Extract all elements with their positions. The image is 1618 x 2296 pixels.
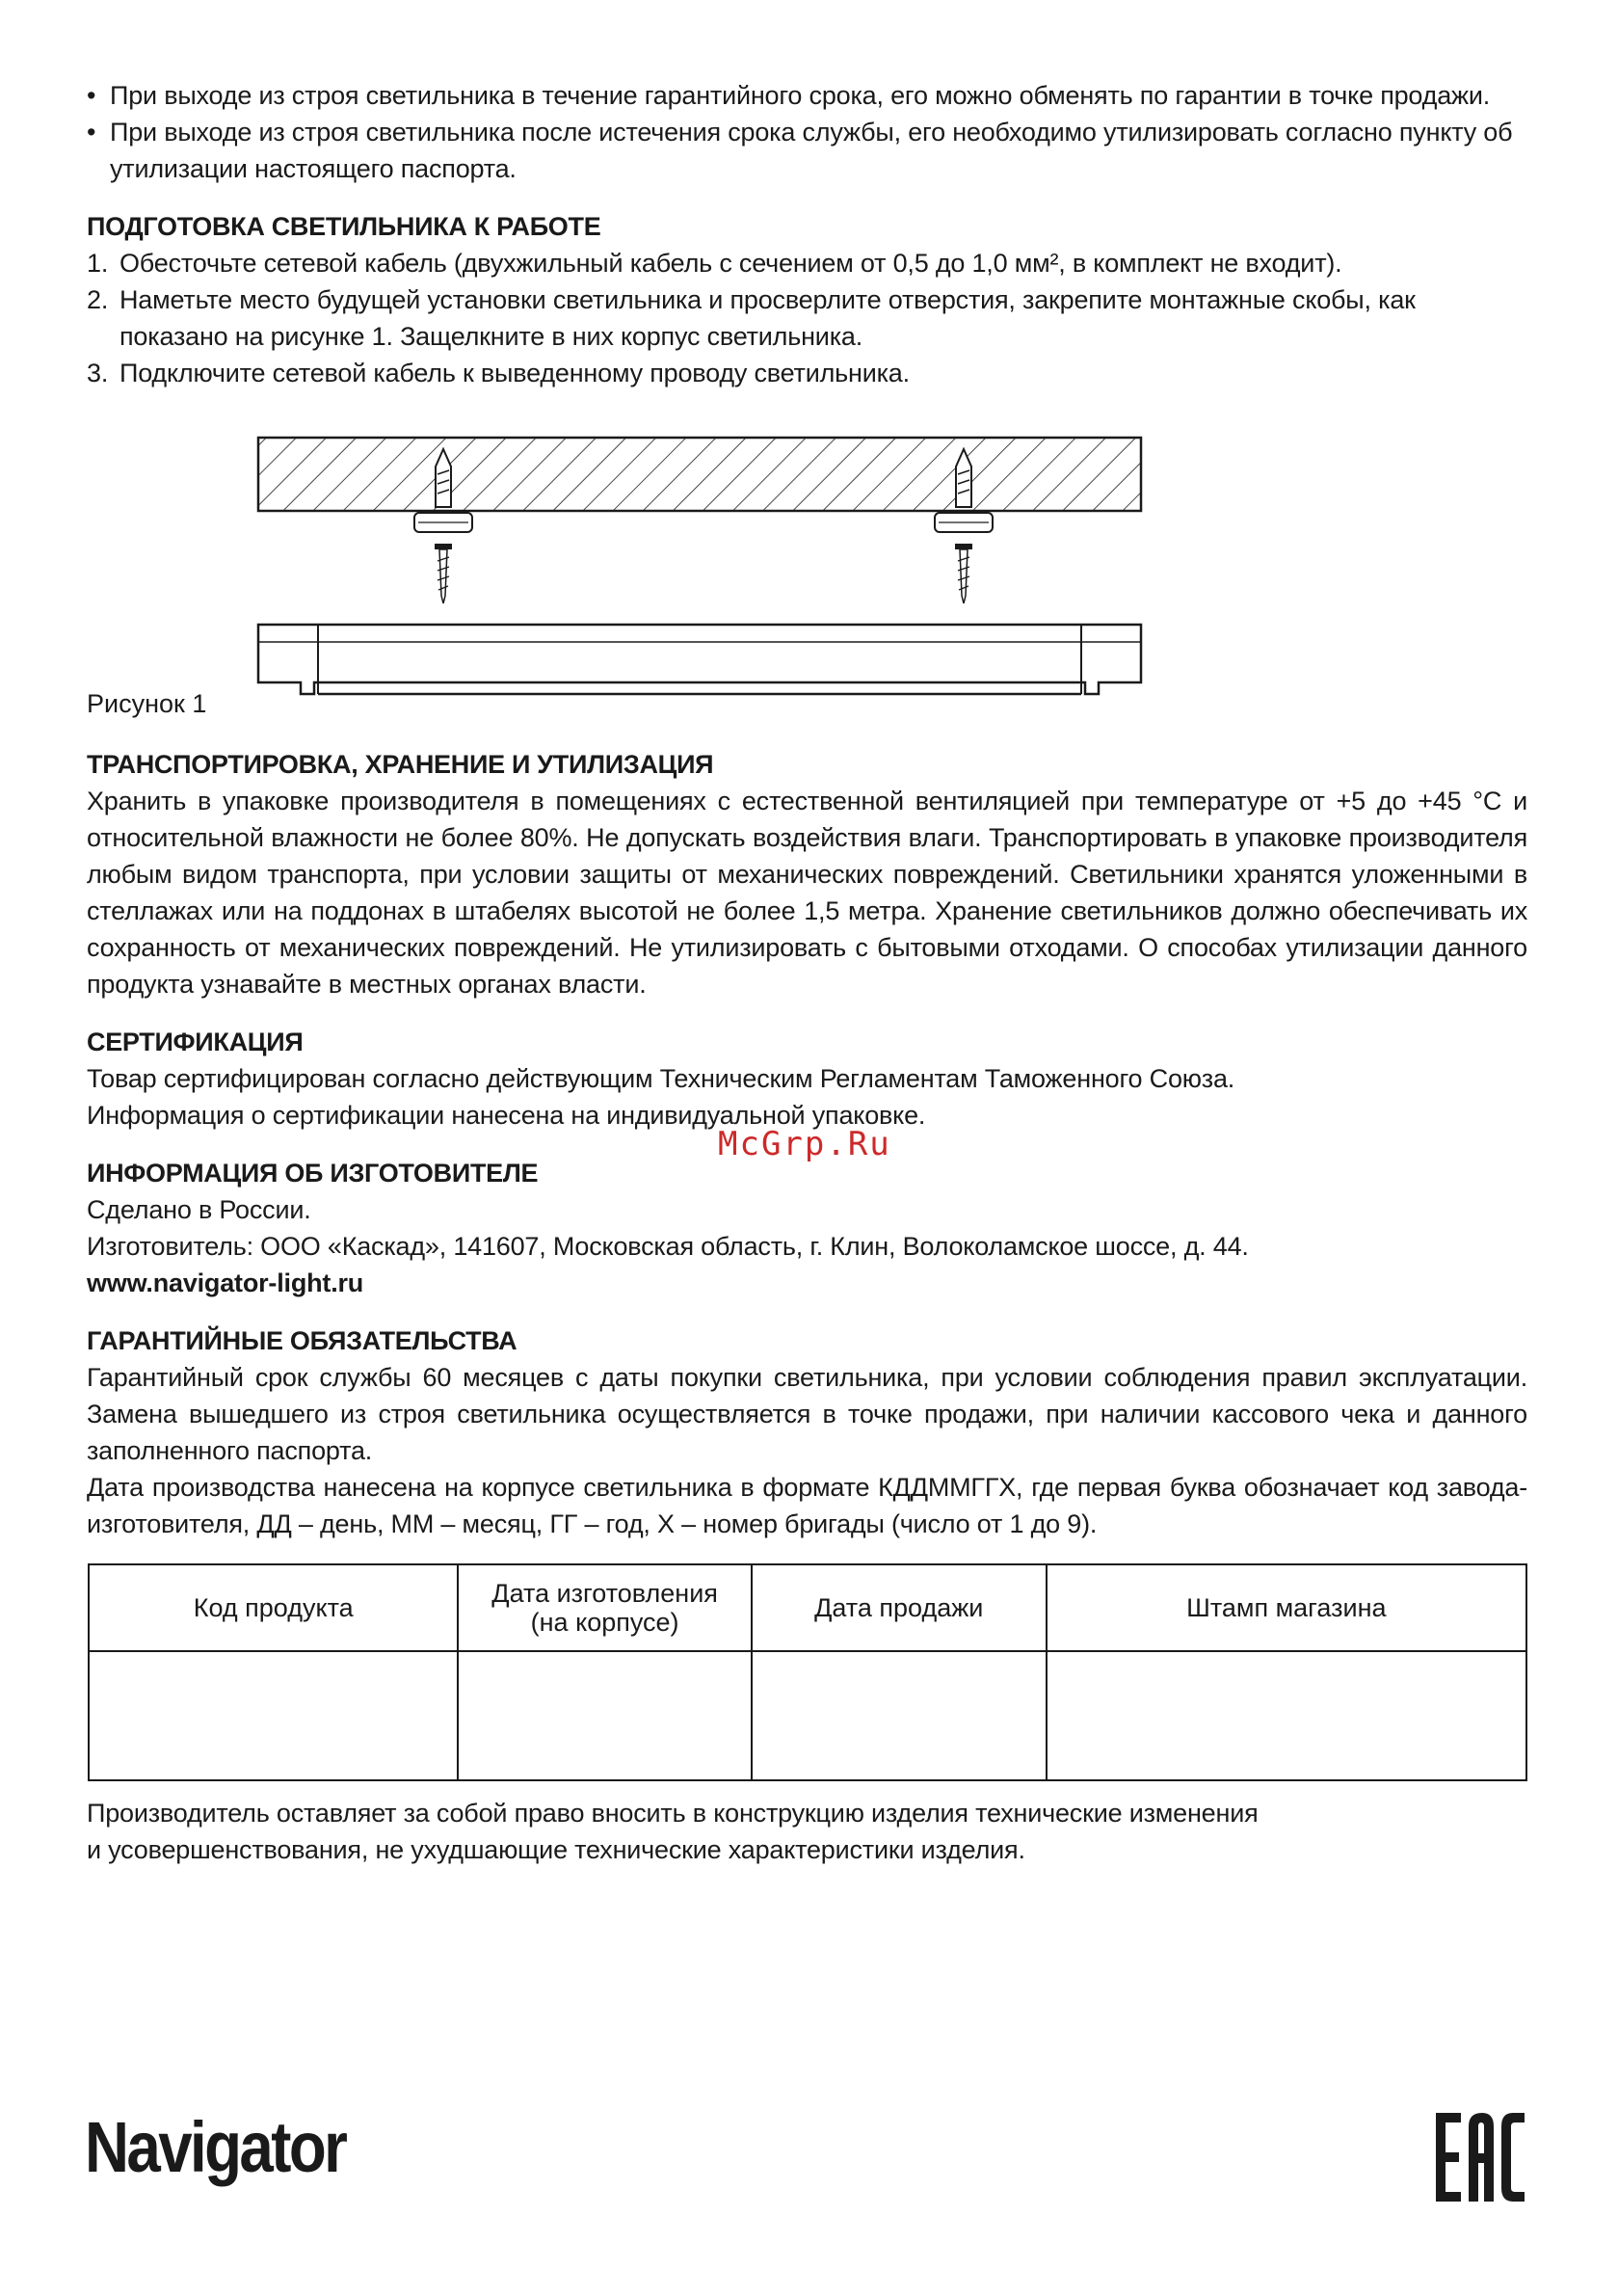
bullet-mark: • [87, 81, 96, 110]
certification-title: СЕРТИФИКАЦИЯ [87, 1028, 304, 1056]
eac-mark-icon [1436, 2113, 1525, 2202]
manufacturer-address: Изготовитель: ООО «Каскад», 141607, Московская область, г. Клин, Волоколамское шоссе, д. 44. [87, 1232, 1249, 1261]
sale-date-cell[interactable] [752, 1651, 1047, 1780]
column-header [458, 1564, 751, 1651]
list-item [87, 281, 1527, 355]
ceiling-surface [258, 438, 1141, 511]
list-item [87, 77, 1527, 114]
navigator-logo: Navigator [85, 2107, 346, 2187]
list-item [87, 355, 1527, 391]
bullet-text: При выходе из строя светильника в течение гарантийного срока, его можно обменять по гарантии в точке продажи. [110, 81, 1491, 110]
installation-figure [87, 407, 1527, 725]
certification-line: Информация о сертификации нанесена на индивидуальной упаковке. [87, 1101, 926, 1130]
bullet-text: При выходе из строя светильника после истечения срока службы, его необходимо утилизировать согласно пункту об утилизации настоящего паспорта. [110, 118, 1513, 183]
footnote-line: и усовершенствования, не ухудшающие технические характеристики изделия. [87, 1835, 1025, 1864]
preparation-title: ПОДГОТОВКА СВЕТИЛЬНИКА К РАБОТЕ [87, 212, 601, 241]
warranty-date-format: Дата производства нанесена на корпусе светильника в формате КДДММГГХ, где первая буква обозначает код завода-изготовителя, ДД – день, ММ – месяц, ГГ – год, Х – номер бригады (число от 1 до 9). [87, 1473, 1527, 1538]
certification-section [87, 1024, 1527, 1134]
document-page [87, 77, 1527, 1542]
warranty-section [87, 1322, 1527, 1542]
product-code-cell[interactable] [89, 1651, 458, 1780]
screw-left [435, 544, 452, 603]
intro-bullets [87, 77, 1527, 187]
transport-text: Хранить в упаковке производителя в помещениях с естественной вентиляцией при температуре от +5 до +45 °С и относительной влажности не более 80%. Не допускать воздействия влаги. Транспортировать в упаковке производителя любым видом транспорта, при условии защиты от механических повреждений. Светильники хранятся уложенными в стеллажах или на поддонах в штабелях высотой не более 1,5 метра. Хранение светильников должно обеспечивать их сохранность от механических повреждений. Не утилизировать с бытовыми отходами. О способах утилизации данного продукта узнавайте в местных органах власти. [87, 787, 1527, 999]
warranty-title: ГАРАНТИЙНЫЕ ОБЯЗАТЕЛЬСТВА [87, 1326, 517, 1355]
step-text: Подключите сетевой кабель к выведенному проводу светильника. [119, 359, 910, 387]
manufacture-date-cell[interactable] [458, 1651, 751, 1780]
column-header-title: Дата изготовления [491, 1579, 718, 1608]
list-item [87, 114, 1527, 187]
manufacturer-origin: Сделано в России. [87, 1195, 311, 1224]
figure-caption: Рисунок 1 [87, 689, 207, 718]
column-header: Дата продажи [752, 1564, 1047, 1651]
installation-diagram [87, 407, 1527, 725]
column-header: Штамп магазина [1047, 1564, 1526, 1651]
screw-right [955, 544, 972, 603]
step-number: 2. [87, 285, 109, 314]
manufacturer-section [87, 1155, 1527, 1301]
mounting-bracket-left [414, 513, 472, 532]
step-number: 3. [87, 359, 109, 387]
column-header: Код продукта [89, 1564, 458, 1651]
website-link[interactable]: www.navigator-light.ru [87, 1268, 364, 1297]
store-stamp-cell[interactable] [1047, 1651, 1526, 1780]
preparation-section [87, 208, 1527, 391]
warranty-table [88, 1563, 1527, 1781]
transport-section [87, 746, 1527, 1002]
transport-title: ТРАНСПОРТИРОВКА, ХРАНЕНИЕ И УТИЛИЗАЦИЯ [87, 750, 714, 779]
table-row [89, 1651, 1526, 1780]
preparation-steps [87, 245, 1527, 391]
warranty-text: Гарантийный срок службы 60 месяцев с даты покупки светильника, при условии соблюдения правил эксплуатации. Замена вышедшего из строя светильника осуществляется в точке продажи, при наличии кассового чека и данного заполненного паспорта. [87, 1363, 1527, 1465]
list-item [87, 245, 1527, 281]
step-text: Обесточьте сетевой кабель (двухжильный кабель с сечением от 0,5 до 1,0 мм², в комплект не входит). [119, 249, 1342, 278]
column-header-subtitle: (на корпусе) [530, 1608, 679, 1637]
footnote-line: Производитель оставляет за собой право вносить в конструкцию изделия технические изменения [87, 1799, 1259, 1828]
footnote [87, 1795, 1259, 1868]
watermark: McGrp.Ru [718, 1125, 891, 1163]
bullet-mark: • [87, 118, 96, 147]
manufacturer-title: ИНФОРМАЦИЯ ОБ ИЗГОТОВИТЕЛЕ [87, 1159, 539, 1188]
table-header-row [89, 1564, 1526, 1651]
certification-line: Товар сертифицирован согласно действующим Техническим Регламентам Таможенного Союза. [87, 1064, 1235, 1093]
step-text: Наметьте место будущей установки светильника и просверлите отверстия, закрепите монтажные скобы, как показано на рисунке 1. Защелкните в них корпус светильника. [119, 285, 1416, 351]
step-number: 1. [87, 249, 109, 278]
luminaire-body [258, 625, 1141, 694]
mounting-bracket-right [935, 513, 993, 532]
